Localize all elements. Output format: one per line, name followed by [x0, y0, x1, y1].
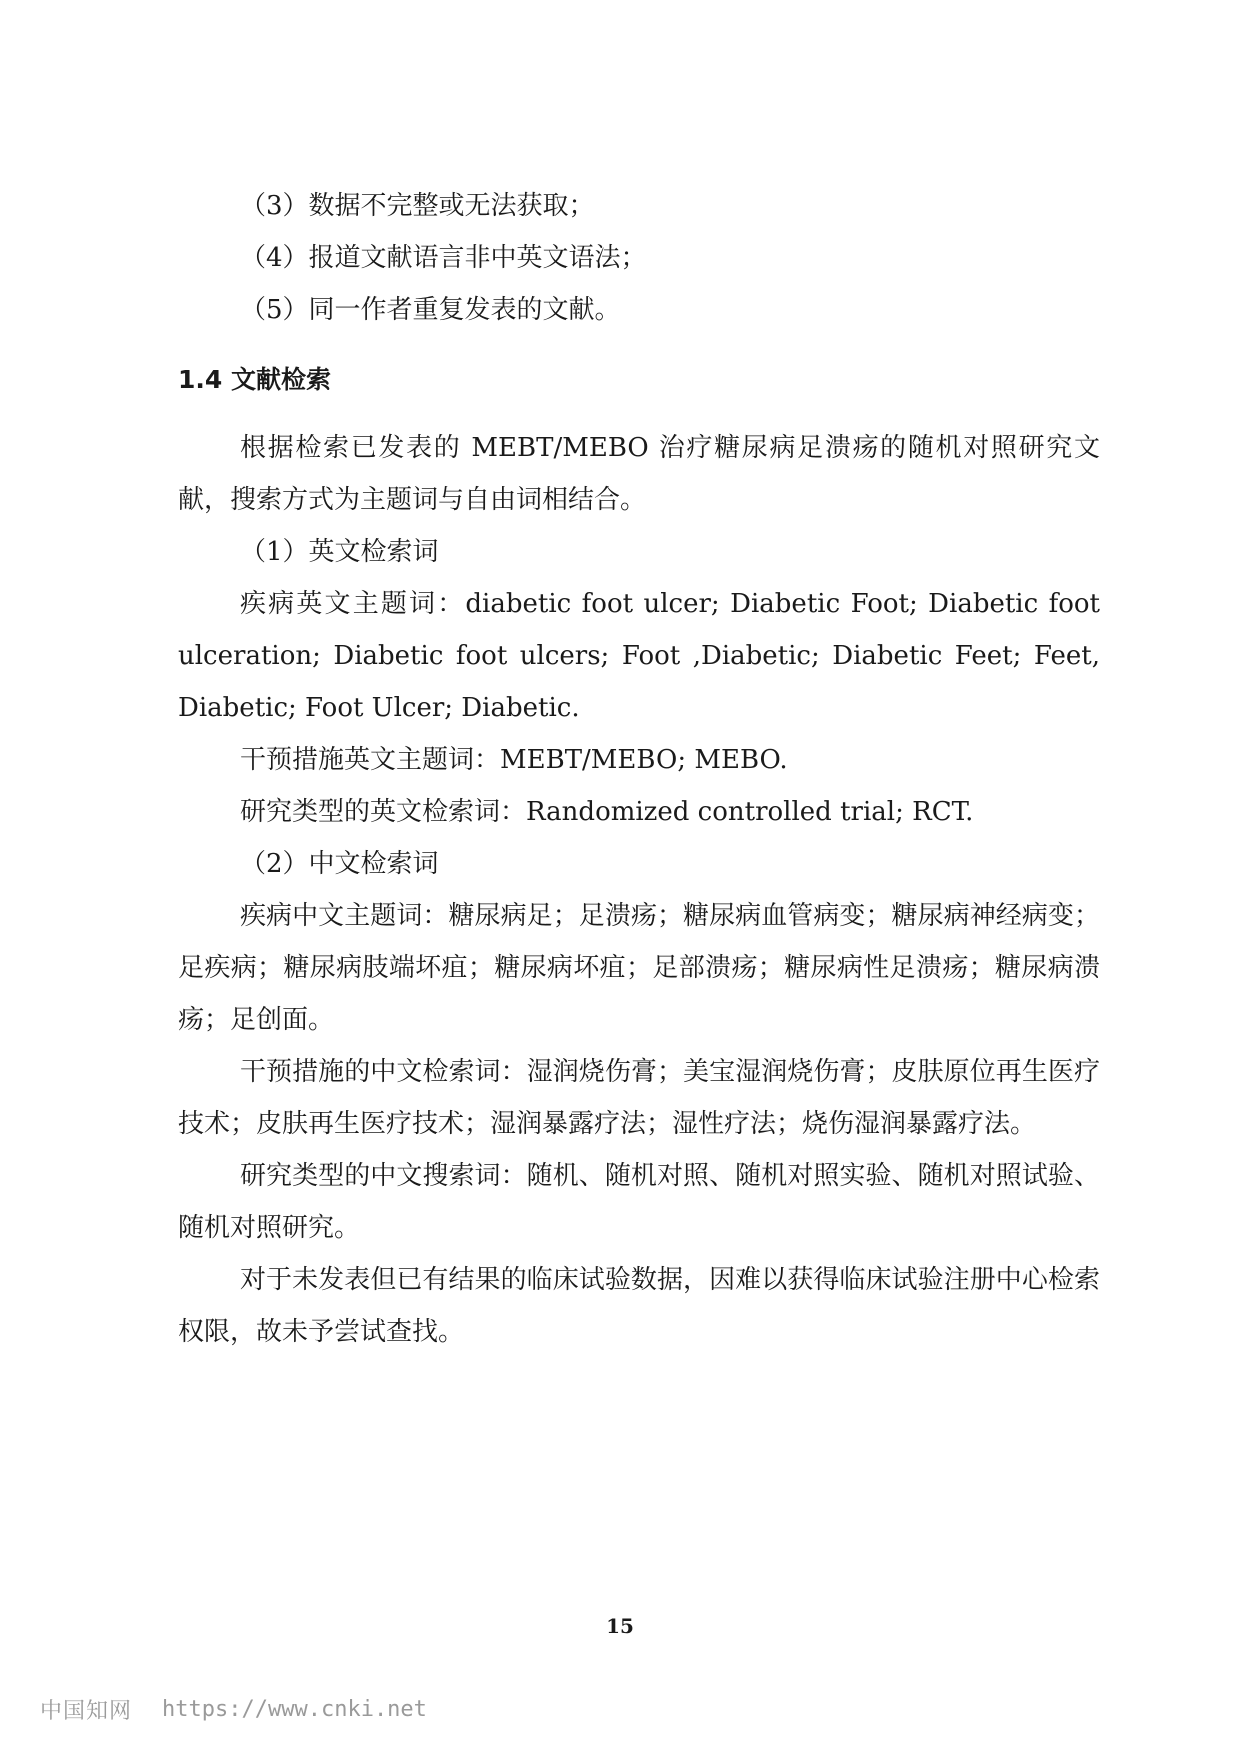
chinese-intervention-terms: 干预措施的中文检索词：湿润烧伤膏；美宝湿润烧伤膏；皮肤原位再生医疗技术；皮肤再生医疗技术；湿润暴露疗法；湿性疗法；烧伤湿润暴露疗法。 — [178, 1057, 1100, 1139]
section-heading: 1.4 文献检索 — [178, 365, 331, 394]
watermark-name: 中国知网 — [40, 1699, 133, 1724]
body-text — [178, 180, 1100, 1358]
english-study-type-terms: 研究类型的英文检索词：Randomized controlled trial; RCT. — [240, 797, 974, 827]
english-intervention-terms: 干预措施英文主题词：MEBT/MEBO; MEBO. — [240, 745, 788, 775]
exclusion-item-3: （3）数据不完整或无法获取； — [240, 191, 595, 221]
english-terms-label: （1）英文检索词 — [240, 537, 439, 567]
chinese-study-type-terms: 研究类型的中文搜索词：随机、随机对照、随机对照实验、随机对照试验、随机对照研究。 — [178, 1161, 1100, 1243]
exclusion-item-4: （4）报道文献语言非中英文语法； — [240, 243, 647, 273]
chinese-terms-label: （2）中文检索词 — [240, 849, 439, 879]
page-number: 15 — [606, 1614, 634, 1638]
search-intro-paragraph: 根据检索已发表的 MEBT/MEBO 治疗糖尿病足溃疡的随机对照研究文献，搜索方式为主题词与自由词相结合。 — [178, 433, 1100, 515]
chinese-disease-terms: 疾病中文主题词：糖尿病足；足溃疡；糖尿病血管病变；糖尿病神经病变；足疾病；糖尿病肢端坏疽；糖尿病坏疽；足部溃疡；糖尿病性足溃疡；糖尿病溃疡；足创面。 — [178, 901, 1100, 1035]
english-disease-terms: 疾病英文主题词：diabetic foot ulcer; Diabetic Foot; Diabetic foot ulceration; Diabetic foot ulcers; Foot ,Diabetic; Diabetic Feet; Feet, Diabetic; Foot Ulcer; Diabetic. — [178, 589, 1100, 723]
unpublished-data-note: 对于未发表但已有结果的临床试验数据，因难以获得临床试验注册中心检索权限，故未予尝试查找。 — [178, 1265, 1100, 1347]
exclusion-item-5: （5）同一作者重复发表的文献。 — [240, 295, 621, 325]
watermark-url: https://www.cnki.net — [162, 1697, 427, 1722]
cnki-watermark — [40, 1694, 427, 1725]
